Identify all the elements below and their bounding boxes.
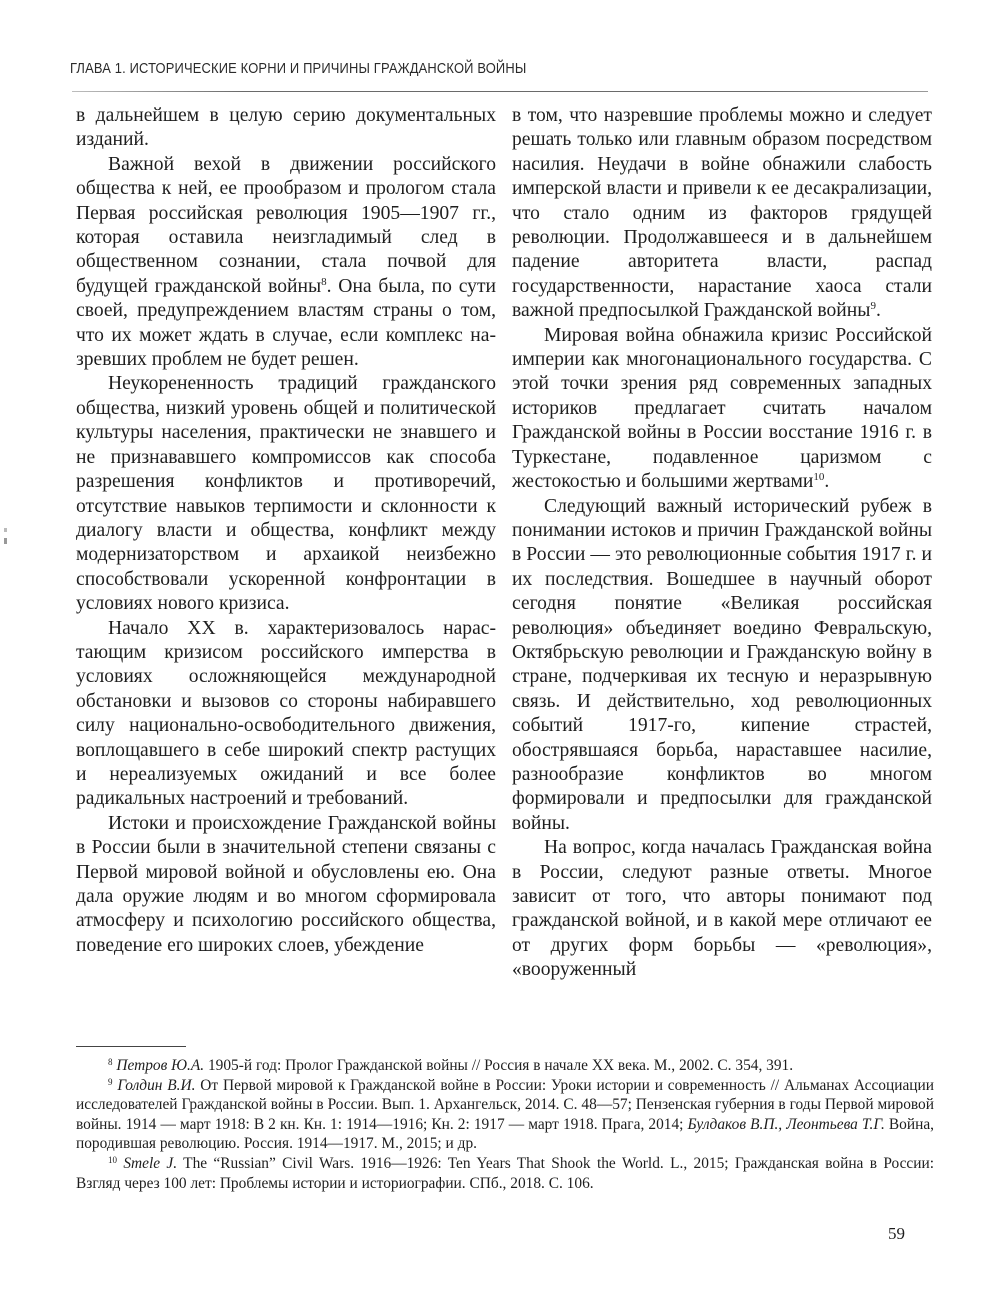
paragraph: в дальнейшем в целую серию документальных изданий. [76, 105, 496, 151]
paragraph: Начало XX в. характеризовалось нарастающим кризисом российского имперства в условиях осложняющейся международной обстановки и вызовов со стороны набиравшего силу национально-освободительного движения, воплощавшего в себе широкий спектр растущих и нереализуемых ожиданий и все более радикальных настроений и требований. [76, 617, 496, 810]
paragraph: Следующий важный исторический рубеж в понимании истоков и причин Гражданской войны в России — это революционные события 1917 г. и их последствия. Вошедшее в научный оборот сегодня понятие «Великая российская революция» объединяет воедино Февральскую, Октябрьскую революции и Гражданскую войну в стране, подчеркивая их тесную и неразрывную связь. И действительно, ход революционных событий 1917-го, кипение страстей, обострявшаяся борьба, нараставшее насилие, разнообразие конфликтов во многом формировали и предпосылки для гражданской войны. [512, 495, 932, 834]
footnote-separator [76, 1046, 186, 1047]
paragraph [512, 104, 932, 324]
paragraph: На вопрос, когда началась Гражданская война в России, следуют разные ответы. Многое зависит от того, что авторы понимают под гражданской войной, и в какой мере отличают ее от других форм борьбы — «революция», «вооруженный [512, 837, 932, 981]
right-column [512, 104, 932, 983]
paragraph-text: Мировая война обнажила кризис Российской империи как многонационального государства. С этой точки зрения ряд современных западных историков предлагает считать началом Гражданской войны в России восстание 1916 г. в Туркестане, подавленное царизмом с жестокостью и большими жертвами [512, 324, 932, 493]
paragraph [512, 324, 932, 495]
running-head-title: ГЛАВА 1. ИСТОРИЧЕСКИЕ КОРНИ И ПРИЧИНЫ ГРАЖДАНСКОЙ ВОЙНЫ [70, 60, 527, 77]
footnote-text: От Первой мировой к Гражданской войне в России: Уроки истории и современность // Альманах Ассоциации исследователей Гражданской войны в России. Вып. 1. Архангельск, 2014. С. 48—57; Пензенская губерния в годы Первой мировой войны. 1914 — март 1918: В 2 кн. Кн. 1: 1914—1916; Кн. 2: 1917 — март 1918. Прага, 2014; [76, 1076, 934, 1133]
footnote-number: 8 [108, 1057, 113, 1067]
paragraph-text: в том, что назревшие проблемы можно и следует решать только или главным образом посредством насилия. Неудачи в войне обнажили слабость имперской власти и привели к ее десакрализации, что стало одним из факторов грядущей революции. Продолжавшееся и в дальнейшем падение авторитета власти, распад государственности, нарастание хаоса стали важной предпосылкой Гражданской войны [512, 105, 932, 322]
footnote-author: Голдин В.И. [117, 1076, 196, 1094]
footnote-ref[interactable]: 10 [813, 471, 825, 484]
footnote [76, 1154, 934, 1193]
page-number: 59 [888, 1224, 905, 1243]
paragraph: Истоки и происхождение Гражданской войны в России были в значительной степени связаны с Первой мировой войной и обусловлены ею. Она дала оружие людям и во многом сформировала атмосферу и психологию российского общества, поведение его широких слоев, убеждение [76, 812, 496, 956]
footnote-number: 9 [108, 1076, 113, 1087]
footnote-text: Война, породившая революцию. Россия. 1914—1917. М., 2015; и др. [76, 1115, 935, 1153]
footnote-author: Smele J. [123, 1154, 178, 1172]
paragraph: Неукорененность традиций гражданского общества, низкий уровень общей и политической культуры населения, практически не знавшего и не признававшего компромиссов как способа разрешения конфликтов и противоречий, отсутствие навыков терпимости и склонности к диалогу власти и общества, конфликт между модернизаторством и архаикой неизбежно способствовали ускоренной конфронтации в условиях нового кризиса. [76, 373, 496, 615]
left-column [76, 104, 496, 958]
footnote-author: Булдаков В.П., Леонтьева Т.Г. [687, 1115, 885, 1133]
paragraph-text: . Она была, по сути своей, предупреждением властям страны о том, что их может ждать в случае, если комплекс назревших проблем не будет решен. [76, 275, 496, 371]
paragraph-text: Важной вехой в движении российского общества к ней, ее прообразом и прологом стала Первая российская революция 1905—1907 гг., которая оставила неизгладимый след в общественном сознании, стала почвой для будущей гражданской войны [76, 153, 496, 297]
margin-scan-mark [4, 528, 7, 532]
footnote [76, 1076, 934, 1154]
footnotes [76, 1056, 934, 1193]
footnote [76, 1056, 934, 1076]
footnote-text: 1905-й год: Пролог Гражданской войны // Россия в начале XX века. М., 2002. С. 354, 391. [204, 1057, 794, 1074]
footnote-author: Петров Ю.А. [116, 1057, 205, 1074]
footnote-ref[interactable]: 8 [321, 275, 327, 288]
header-rule [72, 91, 928, 92]
margin-scan-mark [4, 538, 7, 544]
paragraph-text: . [875, 300, 881, 322]
footnote-text: The “Russian” Civil Wars. 1916—1926: Ten Years That Shook the World. L., 2015; Гражданская война в России: Взгляд через 100 лет: Проблемы истории и историографии. СПб., 2018. С. 106. [76, 1154, 934, 1192]
footnote-ref[interactable]: 9 [870, 300, 876, 313]
footnote-number: 10 [108, 1154, 117, 1165]
paragraph [76, 153, 496, 373]
paragraph-text: . [824, 471, 830, 493]
